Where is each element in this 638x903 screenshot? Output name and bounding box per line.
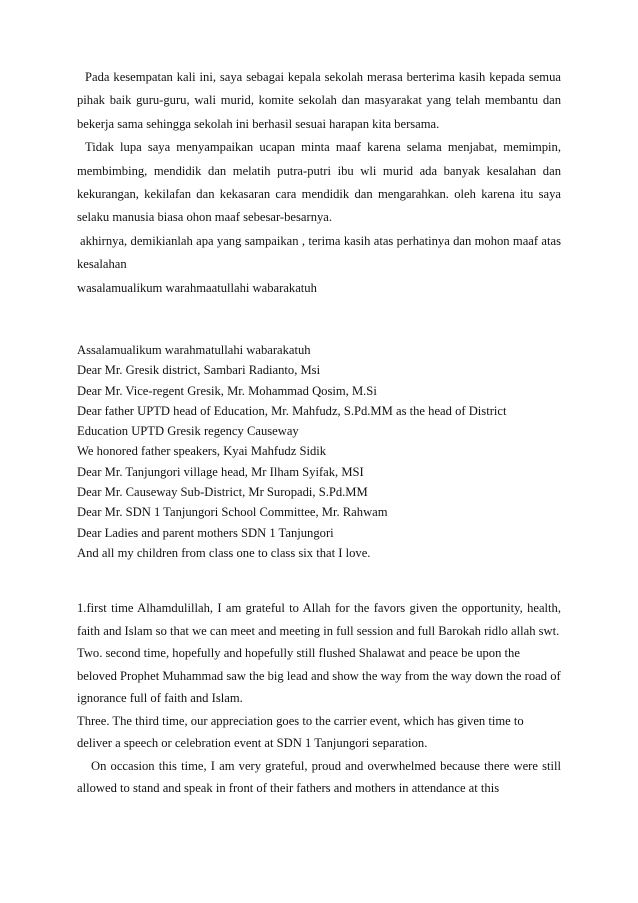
greeting-line: Education UPTD Gresik regency Causeway: [77, 424, 299, 439]
paragraph-first: 1.first time Alhamdulillah, I am grateful to Allah for the favors given the opportunity, health, faith and Islam so that we can meet and meeting in full session and full Barokah ridlo allah swt.: [77, 601, 561, 638]
indonesian-section: [77, 66, 561, 300]
greeting-line: Assalamualikum warahmatullahi wabarakatuh: [77, 343, 311, 357]
english-greetings: [77, 340, 561, 563]
greeting-line: Dear Mr. Causeway Sub-District, Mr Suropadi, S.Pd.MM: [77, 485, 368, 500]
paragraph-third: Three. The third time, our appreciation goes to the carrier event, which has given time to deliver a speech or celebration event at SDN 1 Tanjungori separation.: [77, 713, 524, 750]
greeting-line: And all my children from class one to class six that I love.: [77, 545, 371, 560]
paragraph-second: Two. second time, hopefully and hopefully still flushed Shalawat and peace be upon the beloved Prophet Muhammad saw the big lead and show the way from the way down the road of ignorance full of faith and Islam.: [77, 646, 561, 705]
closing-salutation: wasalamualikum warahmaatullahi wabarakatuh: [77, 280, 317, 295]
greeting-line: Dear Ladies and parent mothers SDN 1 Tanjungori: [77, 525, 334, 540]
paragraph-apology: Tidak lupa saya menyampaikan ucapan minta maaf karena selama menjabat, memimpin, membimbing, mendidik dan melatih putra-putri ibu wli murid ada banyak kesalahan dan kekurangan, kekilafan dan kekasaran cara mendidik dan mengarahkan. oleh karena itu saya selaku manusia biasa ohon maaf sebesar-besarnya.: [77, 140, 561, 225]
greeting-line: Dear father UPTD head of Education, Mr. Mahfudz, S.Pd.MM as the head of District: [77, 403, 507, 418]
greeting-line: Dear Mr. Vice-regent Gresik, Mr. Mohammad Qosim, M.Si: [77, 383, 377, 398]
paragraph-closing: akhirnya, demikianlah apa yang sampaikan , terima kasih atas perhatinya dan mohon maaf atas kesalahan: [77, 233, 561, 272]
greeting-line: We honored father speakers, Kyai Mahfudz Sidik: [77, 444, 327, 459]
greeting-line: Dear Mr. SDN 1 Tanjungori School Committee, Mr. Rahwam: [77, 505, 388, 520]
paragraph-occasion: On occasion this time, I am very grateful, proud and overwhelmed because there were still allowed to stand and speak in front of their fathers and mothers in attendance at this: [77, 758, 561, 795]
english-body: [77, 597, 561, 800]
greeting-line: Dear Mr. Gresik district, Sambari Radianto, Msi: [77, 363, 321, 378]
paragraph-thanks: Pada kesempatan kali ini, saya sebagai kepala sekolah merasa berterima kasih kepada semua pihak baik guru-guru, wali murid, komite sekolah dan masyarakat yang telah membantu dan bekerja sama sehingga sekolah ini berhasil sesuai harapan kita bersama.: [77, 70, 561, 131]
greeting-line: Dear Mr. Tanjungori village head, Mr Ilham Syifak, MSI: [77, 464, 364, 479]
